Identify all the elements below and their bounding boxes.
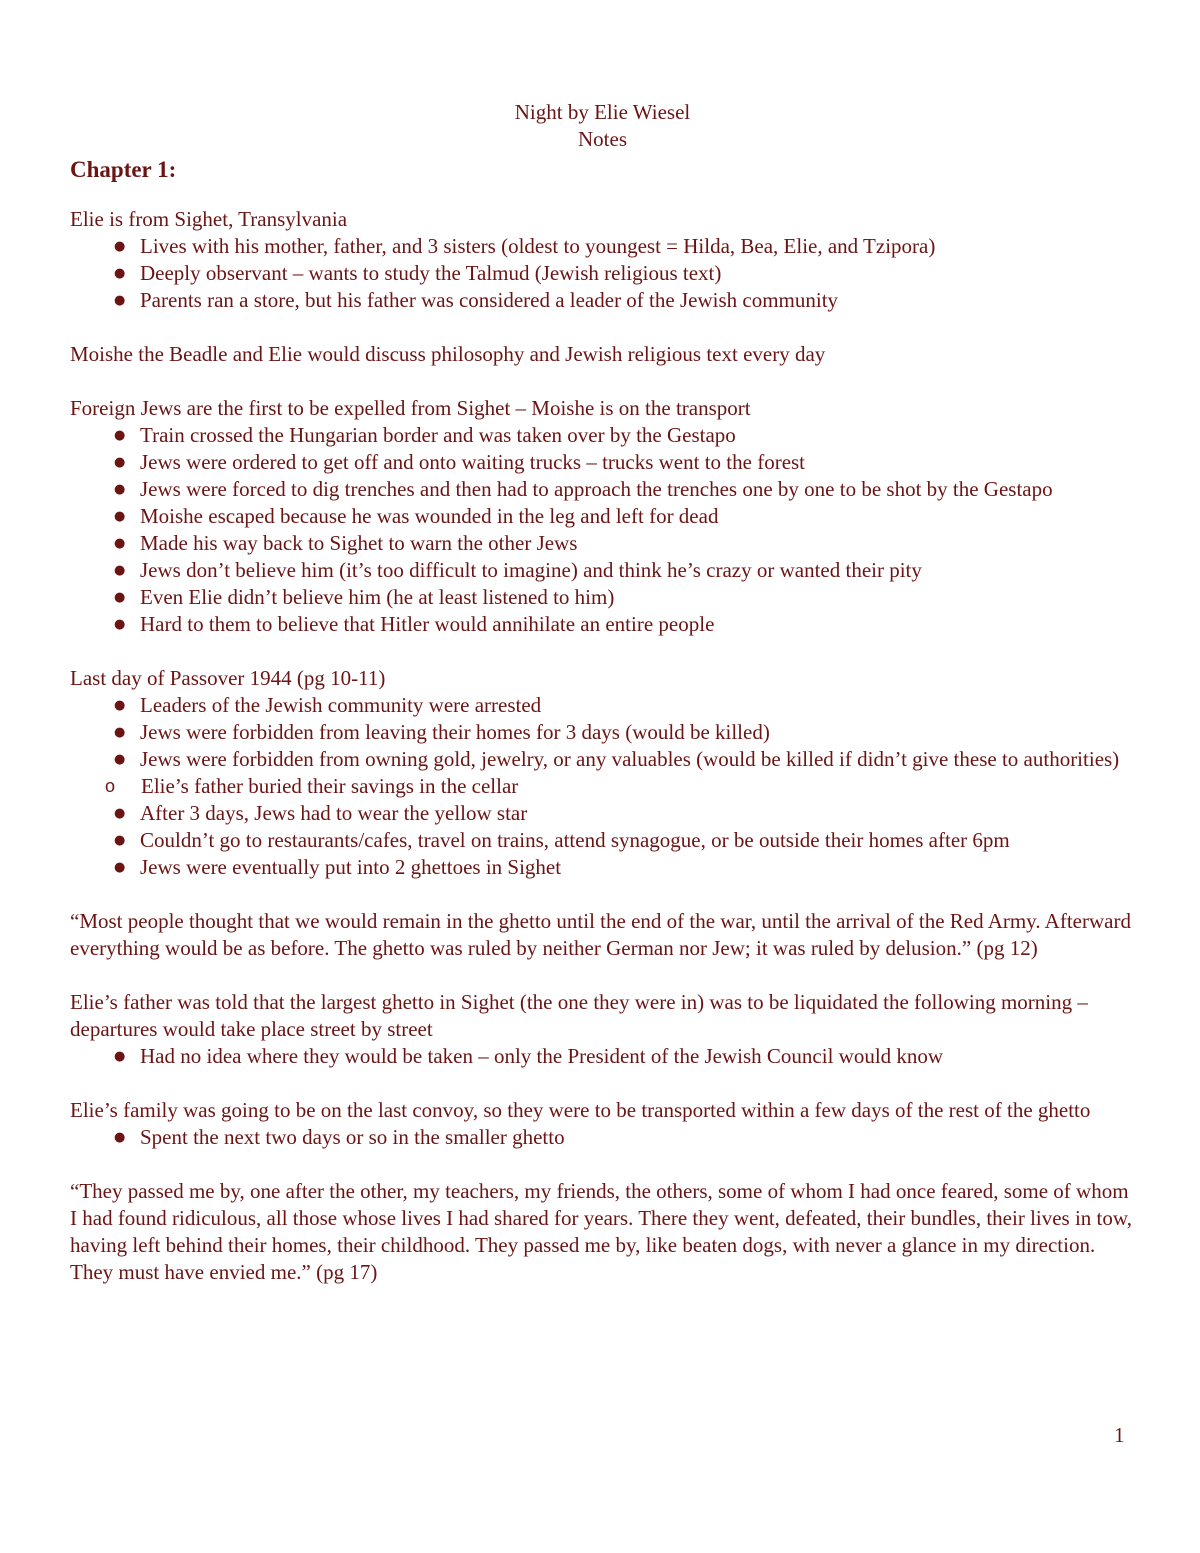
bullet-list <box>70 692 1135 773</box>
bullet-item: ● After 3 days, Jews had to wear the yellow star <box>140 800 1135 827</box>
bullet-list <box>70 233 1135 314</box>
bullet-list <box>70 800 1135 881</box>
bullet-item: ● Train crossed the Hungarian border and was taken over by the Gestapo <box>140 422 1135 449</box>
bullet-item: ● Jews were ordered to get off and onto waiting trucks – trucks went to the forest <box>140 449 1135 476</box>
bullet-item: ● Leaders of the Jewish community were arrested <box>140 692 1135 719</box>
quote-paragraph: “Most people thought that we would remain in the ghetto until the end of the war, until the arrival of the Red Army. Afterward everything would be as before. The ghetto was ruled by neither German nor Jew; it was ruled by delusion.” (pg 12) <box>70 909 1131 960</box>
section-paragraph: Elie’s father was told that the largest ghetto in Sighet (the one they were in) was to be liquidated the following morning – departures would take place street by street <box>70 990 1088 1041</box>
bullet-item: ● Jews were eventually put into 2 ghettoes in Sighet <box>140 854 1135 881</box>
bullet-item: ● Jews were forbidden from owning gold, jewelry, or any valuables (would be killed if didn’t give these to authorities) <box>140 746 1135 773</box>
document-subtitle: Notes <box>578 127 627 151</box>
bullet-item: ● Couldn’t go to restaurants/cafes, travel on trains, attend synagogue, or be outside their homes after 6pm <box>140 827 1135 854</box>
section-paragraph: Elie is from Sighet, Transylvania <box>70 207 348 231</box>
section-paragraph: Foreign Jews are the first to be expelled from Sighet – Moishe is on the transport <box>70 396 751 420</box>
section-paragraph: Moishe the Beadle and Elie would discuss philosophy and Jewish religious text every day <box>70 342 826 366</box>
chapter-heading: Chapter 1: <box>70 157 177 182</box>
bullet-item: ● Hard to them to believe that Hitler would annihilate an entire people <box>140 611 1135 638</box>
quote-paragraph: “They passed me by, one after the other, my teachers, my friends, the others, some of whom I had once feared, some of whom I had found ridiculous, all those whose lives I had shared for years. There they went, defeated, their bundles, their lives in tow, having left behind their homes, their childhood. They passed me by, like beaten dogs, with never a glance in my direction. They must have envied me.” (pg 17) <box>70 1179 1132 1284</box>
sub-bullet-container <box>70 773 1135 800</box>
section-paragraph: Elie’s family was going to be on the last convoy, so they were to be transported within a few days of the rest of the ghetto <box>70 1098 1091 1122</box>
bullet-item: ● Had no idea where they would be taken – only the President of the Jewish Council would know <box>140 1043 1135 1070</box>
bullet-item: ● Jews don’t believe him (it’s too difficult to imagine) and think he’s crazy or wanted their pity <box>140 557 1135 584</box>
bullet-item: ● Spent the next two days or so in the smaller ghetto <box>140 1124 1135 1151</box>
bullet-item: ● Made his way back to Sighet to warn the other Jews <box>140 530 1135 557</box>
bullet-list <box>70 1124 1135 1151</box>
bullet-item: ● Even Elie didn’t believe him (he at least listened to him) <box>140 584 1135 611</box>
bullet-list <box>70 422 1135 638</box>
document-title: Night by Elie Wiesel <box>514 100 691 124</box>
bullet-item: ● Deeply observant – wants to study the Talmud (Jewish religious text) <box>140 260 1135 287</box>
bullet-item: ● Lives with his mother, father, and 3 sisters (oldest to youngest = Hilda, Bea, Elie, and Tzipora) <box>140 233 1135 260</box>
sub-bullet-wrapper <box>70 773 1135 800</box>
bullet-item: ● Moishe escaped because he was wounded in the leg and left for dead <box>140 503 1135 530</box>
bullet-item: ● Jews were forbidden from leaving their homes for 3 days (would be killed) <box>140 719 1135 746</box>
page-content <box>70 99 1135 1286</box>
section-paragraph: Last day of Passover 1944 (pg 10-11) <box>70 666 386 690</box>
sub-bullet-list <box>70 773 1135 800</box>
bullet-list <box>70 1043 1135 1070</box>
sub-bullet-item: o Elie’s father buried their savings in the cellar <box>141 773 1135 800</box>
bullet-item: ● Jews were forced to dig trenches and then had to approach the trenches one by one to be shot by the Gestapo <box>140 476 1135 503</box>
page-number: 1 <box>1114 1423 1125 1447</box>
bullet-item: ● Parents ran a store, but his father was considered a leader of the Jewish community <box>140 287 1135 314</box>
